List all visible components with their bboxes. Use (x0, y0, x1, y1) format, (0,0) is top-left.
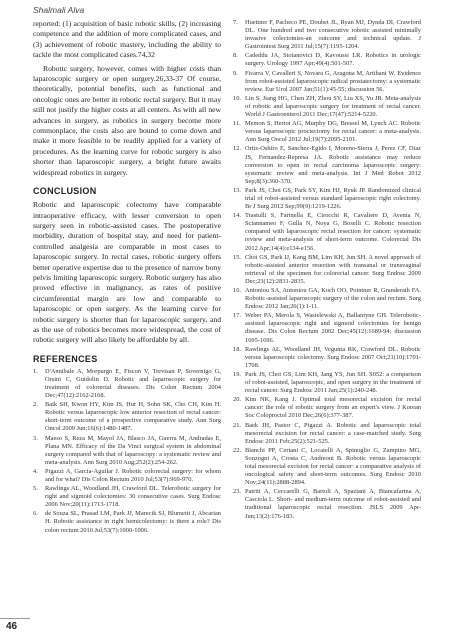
body-paragraph: Robotic surgery, however, comes with higher costs than laparoscopic surgery or open surgery.26,33-37 Of course, theoretically, potential benefits, such as functional and oncologic ones are better in robotic rectal surgery. But it may still not justify the higher costs at all centers. As with all new advances in surgery, as robotics in surgery become more commonplace, the costs also are bound to come down and make it more feasible to be readily applied for a variety of procedures. As the learning curve for robotic surgery is also shorter than laparoscopic surgery, a bright future awaits widespread robotics in surgery. (33, 63, 221, 177)
conclusion-paragraph: Robotic and laparoscopic colectomy have comparable intraoperative efficacy, with lesser conversion to open surgery seen in robotic-assisted cases. The postoperative morbidity, duration of hospital stay, and need for patient-controlled analgesia are comparable in most cases to laparoscopic surgery. In rectal cases, robotic surgery offers better operative expertise due to the presence of narrow bony pelvis limiting laparoscopic surgery. Robotic surgery has also proved effective in malignancy, as rates of positive circumferential margin are low and comparable to laparoscopic or open surgery. As the learning curve for robotic surgery is shorter than for laparoscopic surgery, and as the use of robotics becomes more widespread, the cost of robotic surgery will also likely be affordable by all. (33, 200, 221, 345)
reference-item: 16. Antoniou SA, Antoniou GA, Koch OO, Pointner R, Granderath FA. Robotic-assisted laparoscopic surgery of the colon and rectum. Surg Endosc 2012 Jan;26(1):1-11. (233, 287, 421, 311)
body-paragraph: reported: (1) acquisition of basic robotic skills, (2) increasing competence and the addition of more complicated cases, and (3) achievement of robotic mastery, including the ability to tackle the most complicated cases.74,32 (33, 19, 221, 60)
reference-item: 17. Weber PA, Merola S, Wasielewski A, Ballantyne GH. Telerobotic-assisted laparoscopic right and sigmoid colectomies for benign disease. Dis Colon Rectum 2002 Dec;45(12):1689-94; discussion 1695-1696. (233, 312, 421, 344)
conclusion-heading: CONCLUSION (33, 186, 97, 197)
reference-item: 1. D'Annibale A, Morpurgo E, Fiscon V, Trevisan P, Sovernigo G, Orsini C, Guidolin D. Robotic and laparoscopic surgery for treatment of colorectal diseases. Dis Colon Rectum 2004 Dec;47(12):2162-2168. (33, 367, 221, 400)
reference-item: 4. Pigazzi A, Garcia-Aguilar J. Robotic colorectal surgery: for whom and for what? Dis Colon Rectum 2010 Jul;53(7):969-970. (33, 467, 221, 483)
reference-item: 7. Huettner F, Pacheco PE, Doubet JL, Ryan MJ, Dynda DI, Crawford DL. One hundred and two consecutive robotic assisted minimally invasive colectomies-an outcome and technical update. J Gastrointest Surg 2011 Jul;15(7):1195-1204. (233, 19, 421, 51)
reference-item: 3. Maeso S, Reza M, Mayol JA, Blasco JA, Guerra M, Andradas E, Plana MN. Efficacy of the Da Vinci surgical system in abdominal surgery compared with that of laparoscopy: a systematic review and meta-analysis. Ann Surg 2010 Aug;252(2):254-262. (33, 434, 221, 466)
references-heading: REFERENCES (33, 353, 98, 364)
footer-rule (0, 618, 30, 619)
reference-item: 11. Memon S, Heriot AG, Murphy DG, Bressel M, Lynch AC. Robotic versus laparoscopic proctectomy for rectal cancer: a meta-analysis. Ann Surg Oncol 2012 Jul;19(7):2095-2101. (233, 120, 421, 144)
reference-item: 18. Rawlings AL, Woodland JH, Vegunta RK, Crawford DL. Robotic versus laparoscopic colectomy. Surg Endosc 2007 Oct;21(10):1701-1708. (233, 345, 421, 369)
reference-list-left (33, 368, 221, 535)
reference-item: 5. Rawlings AL, Woodland JH, Crawford DL. Telerobotic surgery for right and sigmoid colectomies: 30 consecutive cases. Surg Endosc 2006 Nov;20(11):1713-1718. (33, 485, 221, 509)
reference-item: 10. Lin S, Jiang HG, Chen ZH, Zhou SY, Liu XS, Yu JR. Meta-analysis of robotic and laparoscopic surgery for treatment of rectal cancer. World J Gastroenterol 2011 Dec;17(47):5214-5220. (233, 94, 421, 119)
reference-item: 6. de Souza SL, Prasad LM, Park JJ, Marecik SJ, Blumetti J, Abcarian H. Robotic assistance in right hemicolectomy: is there a role? Dis colon rectum 2010 Jul;53(7):1000-1006. (33, 510, 221, 534)
reference-item: 19. Park JS, Choi GS, Lim KH, Jang YS, Jun SH. S052: a comparison of robot-assisted, laparoscopic, and open surgery in the treatment of rectal cancer. Surg Endosc 2011 Jan;25(1):240-248. (233, 370, 421, 395)
reference-item: 2. Baik SH, Kwon HY, Kim JS, Hur H, Sohn SK, Cho CH, Kim H. Robotic versus laparoscopic low anterior resection of rectal cancer: short-term outcome of a prospective comparative study. Ann Surg Oncol 2009 Jun;16(6):1480-1487. (33, 401, 221, 433)
right-column (233, 19, 421, 522)
page-number: 46 (6, 621, 18, 632)
reference-item: 23. Patriti A, Ceccarelli G, Bartoli A, Spaziani A, Biancafarina A, Casciola L. Short- and medium-term outcome of robot-assisted and traditional laparoscopic rectal resection. JSLS 2009 Apr-Jun;13(2):176-183. (233, 488, 421, 520)
reference-list-right (233, 19, 421, 521)
reference-item: 20. Kim NK, Kang J. Optimal total mesorectal excision for rectal cancer: the role of robotic surgery from an expert's view. J Korean Soc Coloproctol 2010 Dec;26(6):377-387. (233, 396, 421, 420)
reference-item: 22. Bianchi PP, Ceriani C, Locatelli A, Spinoglio G, Zampino MG, Sonzogni A, Crosta C, Andreoni B. Robotic versus laparoscopic total mesorectal excision for rectal cancer: a comparative analysis of oncological safety and short-term outcomes. Surg Endosc 2010 Nov;24(11):2888-2894. (233, 446, 421, 487)
running-header-author: Shalmali Alva (33, 5, 85, 15)
reference-item: 21. Baek JH, Pastor C, Pigazzi A. Robotic and laparoscopic total mesorectal excision for rectal cancer: a case-matched study. Surg Endosc 2011 Feb;25(2):521-525. (233, 421, 421, 445)
reference-item: 15. Choi GS, Park IJ, Kang BM, Lim KH, Jun SH. A novel approach of robotic-assisted anterior resection with transanal or transvaginal retrieval of the specimen for colorectal cancer. Surg Endosc 2009 Dec;23(12):2831-2835. (233, 253, 421, 285)
reference-item: 8. Cadeddu JA, Stoianovici D, Kavoussi LR. Robotics in urologic surgery. Urology 1997 Apr;49(4):501-507. (233, 52, 421, 68)
reference-item: 12. Ortiz-Oshiro E, Sanchez-Egido I, Moreno-Sierra J, Perez CF, Diaz JS, Fernandez-Represa JA. Robotic assistance may reduce conversion to open in rectal carcinoma laparoscopic surgery: systematic review and meta-analysis. Int J Med Robot 2012 Sep;8(3):360-370. (233, 145, 421, 185)
left-column (33, 19, 221, 536)
reference-item: 14. Trastulli S, Farinella E, Cirocchi R, Cavaliere D, Avenia N, Sciannameo F, Gulla N, Noya G, Boselli C. Robotic resection compared with laparoscopic rectal resection for cancer: systematic review and meta-analysis of short-term outcome. Colorectal Dis 2012 Apr;14(4):e134-e156. (233, 212, 421, 252)
reference-item: 9. Ficarra V, Cavalleri S, Novara G, Aragona M, Artibani W. Evidence from robot-assisted laparoscopic radical prostatectomy: a systematic review. Eur Urol 2007 Jan;51(1):45-55; discussion 56. (233, 69, 421, 93)
reference-item: 13. Park JS, Choi GS, Park SY, Kim HJ, Ryuk JP. Randomized clinical trial of robot-assisted versus standard laparoscopic right colectomy. Br J Surg 2012 Sep;99(9):1219-1226. (233, 186, 421, 211)
